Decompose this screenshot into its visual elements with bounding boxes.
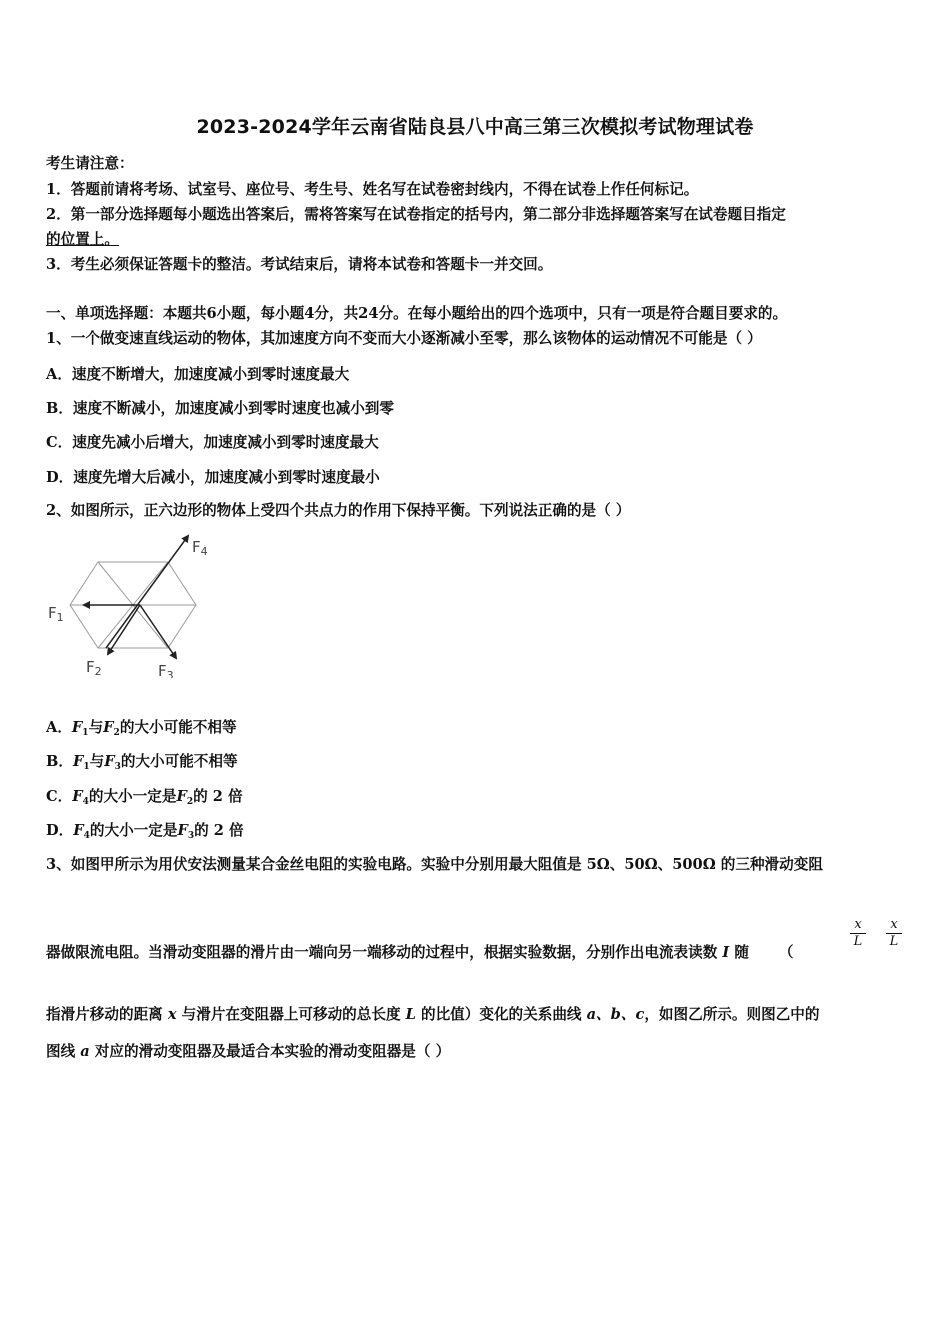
question-3-line-1: 3、如图甲所示为用伏安法测量某合金丝电阻的实验电路。实验中分别用最大阻值是 5Ω、50Ω、500Ω 的三种滑动变阻 (46, 856, 823, 873)
notice-item-3: 3．考生必须保证答题卡的整洁。考试结束后，请将本试卷和答题卡一并交回。 (46, 256, 553, 273)
fraction-x-over-l-2: $\frac{x}{L}$ (886, 917, 902, 950)
question-3-line-4: 图线 a 对应的滑动变阻器及最适合本实验的滑动变阻器是（ ） (46, 1043, 451, 1060)
notice-item-1: 1．答题前请将考场、试室号、座位号、考生号、姓名写在试卷密封线内，不得在试卷上作任何标记。 (46, 181, 699, 198)
question-2-stem: 2、如图所示，正六边形的物体上受四个共点力的作用下保持平衡。下列说法正确的是（ ） (46, 502, 631, 519)
exam-title: 2023-2024学年云南省陆良县八中高三第三次模拟考试物理试卷 (196, 116, 754, 138)
force-f3-arrow (140, 605, 176, 658)
question-2-option-b: B．$F_1$与$F_3$的大小可能不相等 (46, 753, 238, 772)
label-f2: $F_2$ (86, 658, 102, 678)
question-2-option-d: D．$F_4$的大小一定是$F_3$的 2 倍 (46, 822, 244, 841)
question-1-stem: 1、一个做变速直线运动的物体，其加速度方向不变而大小逐渐减小至零，那么该物体的运动情况不可能是（ ） (46, 330, 762, 347)
question-1-option-b: B．速度不断减小，加速度减小到零时速度也减小到零 (46, 400, 394, 417)
label-f1: $F_1$ (48, 604, 64, 624)
section-1-heading: 一、单项选择题：本题共6小题，每小题4分，共24分。在每小题给出的四个选项中，只有一项是符合题目要求的。 (46, 305, 788, 322)
question-1-option-a: A．速度不断增大，加速度减小到零时速度最大 (46, 366, 350, 383)
notice-item-2: 2．第一部分选择题每小题选出答案后，需将答案写在试卷指定的括号内，第二部分非选择题答案写在试卷题目指定 (46, 206, 786, 223)
question-1-option-d: D．速度先增大后减小，加速度减小到零时速度最小 (46, 469, 380, 486)
question-1-option-c: C．速度先减小后增大，加速度减小到零时速度最大 (46, 434, 379, 451)
hexagon-force-diagram (44, 528, 214, 678)
question-3-line-2: 器做限流电阻。当滑动变阻器的滑片由一端向另一端移动的过程中，根据实验数据，分别作出电流表读数 I 随 （ (46, 944, 794, 961)
question-2-option-c: C．$F_4$的大小一定是$F_2$的 2 倍 (46, 788, 243, 807)
fraction-x-over-l-1: $\frac{x}{L}$ (850, 917, 866, 950)
force-f4-arrow (106, 536, 188, 648)
label-f4: $F_4$ (192, 538, 208, 558)
notice-item-2-cont: 的位置上。 (46, 231, 119, 248)
label-f3: $F_3$ (158, 662, 174, 678)
notice-heading: 考生请注意： (46, 155, 134, 172)
question-2-option-a: A．$F_1$与$F_2$的大小可能不相等 (46, 719, 237, 738)
question-3-line-3: 指滑片移动的距离 x 与滑片在变阻器上可移动的总长度 L 的比值）变化的关系曲线 a、b、c，如图乙所示。则图乙中的 (46, 1006, 820, 1023)
